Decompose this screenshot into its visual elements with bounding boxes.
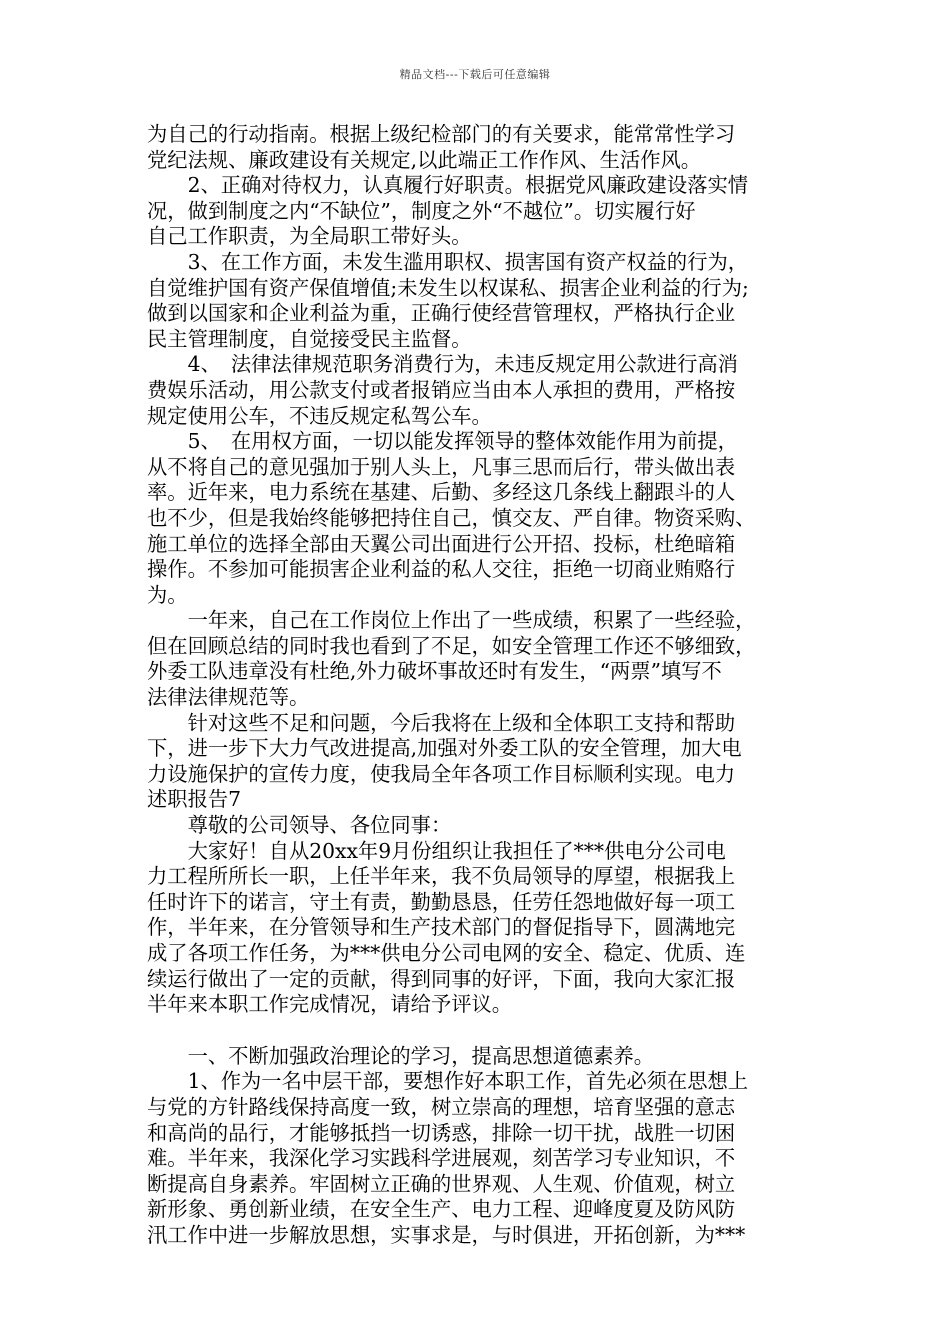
text-line: 为。 xyxy=(147,582,188,607)
text-line: 尊敬的公司领导、各位同事： xyxy=(147,813,452,838)
text-line: 述职报告7 xyxy=(147,787,242,812)
text-line: 一、不断加强政治理论的学习，提高思想道德素养。 xyxy=(147,1043,655,1068)
text-line: 大家好！自从20xx年9月份组织让我担任了***供电分公司电 xyxy=(147,838,726,863)
text-line: 3、在工作方面，未发生滥用职权、损害国有资产权益的行为， xyxy=(147,249,749,274)
text-line: 和高尚的品行，才能够抵挡一切诱惑，排除一切干扰，战胜一切困 xyxy=(147,1120,736,1145)
text-line: 为自己的行动指南。根据上级纪检部门的有关要求，能常常性学习 xyxy=(147,122,736,146)
text-line: 民主管理制度，自觉接受民主监督。 xyxy=(147,326,472,351)
text-line: 4、 法律法律规范职务消费行为，未违反规定用公款进行高消 xyxy=(147,352,738,377)
text-line: 新形象、勇创新业绩，在安全生产、电力工程、迎峰度夏及防风防 xyxy=(147,1197,736,1222)
text-line: 难。半年来，我深化学习实践科学进展观，刻苦学习专业知识，不 xyxy=(147,1146,736,1171)
blank-line xyxy=(147,1018,811,1044)
text-line: 下，进一步下大力气改进提高,加强对外委工队的安全管理，加大电 xyxy=(147,736,742,761)
text-line: 施工单位的选择全部由天翼公司出面进行公开招、投标，杜绝暗箱 xyxy=(147,531,736,556)
text-line: 做到以国家和企业利益为重，正确行使经营管理权，严格执行企业 xyxy=(147,301,736,326)
text-line: 况，做到制度之内“不缺位”，制度之外“不越位”。切实履行好 xyxy=(147,198,696,223)
page-header: 精品文档---下载后可任意编辑 xyxy=(399,68,551,81)
text-line: 半年来本职工作完成情况，请给予评议。 xyxy=(147,992,513,1017)
text-line: 力工程所所长一职，上任半年来，我不负局领导的厚望，根据我上 xyxy=(147,864,736,889)
text-line: 规定使用公车，不违反规定私驾公车。 xyxy=(147,403,492,428)
text-line: 费娱乐活动，用公款支付或者报销应当由本人承担的费用，严格按 xyxy=(147,377,736,402)
text-line: 党纪法规、廉政建设有关规定,以此端正工作作风、生活作风。 xyxy=(147,147,702,172)
text-line: 外委工队违章没有杜绝,外力破坏事故还时有发生，“两票”填写不 xyxy=(147,659,722,684)
text-line: 法律法律规范等。 xyxy=(147,685,310,710)
text-line: 5、 在用权方面，一切以能发挥领导的整体效能作用为前提， xyxy=(147,429,738,454)
text-line: 与党的方针路线保持高度一致，树立崇高的理想，培育坚强的意志 xyxy=(147,1094,736,1119)
text-line: 但在回顾总结的同时我也看到了不足，如安全管理工作还不够细致， xyxy=(147,633,756,658)
text-line: 作，半年来，在分管领导和生产技术部门的督促指导下，圆满地完 xyxy=(147,915,736,940)
text-line: 断提高自身素养。牢固树立正确的世界观、人生观、价值观，树立 xyxy=(147,1171,736,1196)
text-line: 2、正确对待权力，认真履行好职责。根据党风廉政建设落实情 xyxy=(147,173,749,198)
text-line: 汛工作中进一步解放思想，实事求是，与时俱进，开拓创新，为*** xyxy=(147,1222,746,1247)
text-line: 操作。不参加可能损害企业利益的私人交往，拒绝一切商业贿赂行 xyxy=(147,557,736,582)
text-line: 自觉维护国有资产保值增值;未发生以权谋私、损害企业利益的行为; xyxy=(147,275,749,300)
text-line: 率。近年来，电力系统在基建、后勤、多经这几条线上翻跟斗的人 xyxy=(147,480,736,505)
text-line: 1、作为一名中层干部，要想作好本职工作，首先必须在思想上 xyxy=(147,1069,749,1094)
text-line: 一年来，自己在工作岗位上作出了一些成绩，积累了一些经验， xyxy=(147,608,756,633)
text-line: 任时许下的诺言，守土有责，勤勤恳恳，任劳任怨地做好每一项工 xyxy=(147,889,736,914)
text-line: 针对这些不足和问题，今后我将在上级和全体职工支持和帮助 xyxy=(147,710,736,735)
text-line: 从不将自己的意见强加于别人头上，凡事三思而后行，带头做出表 xyxy=(147,454,736,479)
text-line: 自己工作职责，为全局职工带好头。 xyxy=(147,224,472,249)
text-line: 也不少，但是我始终能够把持住自己，慎交友、严自律。物资采购、 xyxy=(147,505,756,530)
text-line: 力设施保护的宣传力度，使我局全年各项工作目标顺利实现。电力 xyxy=(147,761,736,786)
document-body xyxy=(147,122,811,1249)
text-line: 成了各项工作任务，为***供电分公司电网的安全、稳定、优质、连 xyxy=(147,941,746,965)
text-line: 续运行做出了一定的贡献，得到同事的好评，下面，我向大家汇报 xyxy=(147,966,736,991)
